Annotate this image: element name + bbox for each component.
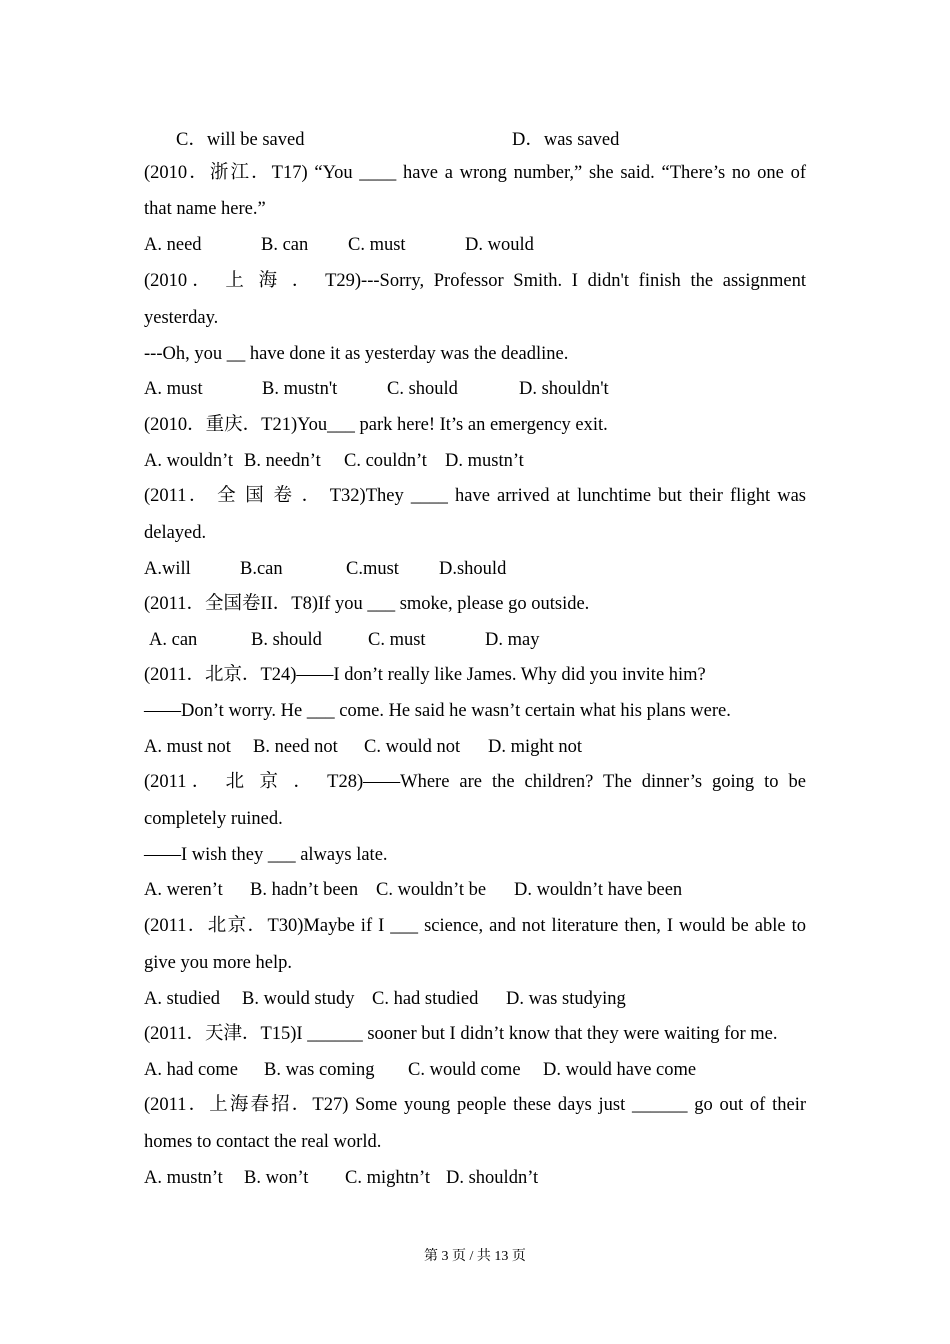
option-d: D. mustn’t: [445, 451, 524, 471]
question-stem: (2011．北京．T30)Maybe if I ___ science, and not literature then, I would be able to: [144, 916, 806, 936]
option-d: D.should: [439, 559, 507, 579]
question-stem: (2011．上海春招．T27) Some young people these days just ______ go out of their: [144, 1095, 806, 1115]
option-c: C．will be saved: [176, 130, 305, 150]
option-a: A. weren’t: [144, 880, 223, 900]
option-c: C. wouldn’t be: [376, 880, 487, 900]
option-b: B. needn’t: [244, 451, 321, 471]
page-number: 第 3 页 / 共 13 页: [424, 1249, 526, 1264]
question-stem: delayed.: [144, 523, 207, 543]
question-stem: yesterday.: [144, 308, 219, 328]
option-d: D. may: [485, 630, 540, 650]
option-a: A.will: [144, 559, 191, 579]
question-stem: completely ruined.: [144, 809, 283, 829]
option-c: C. would not: [364, 737, 461, 757]
option-a: A. mustn’t: [144, 1168, 223, 1188]
option-d: D. wouldn’t have been: [514, 880, 683, 900]
option-b: B. hadn’t been: [250, 880, 359, 900]
option-c: C. must: [368, 630, 426, 650]
option-c: C. should: [387, 379, 458, 399]
question-stem: (2010．浙江．T17) “You ____ have a wrong number,” she said. “There’s no one of: [144, 163, 806, 183]
option-c: C.must: [346, 559, 399, 579]
question-stem: homes to contact the real world.: [144, 1132, 382, 1152]
option-b: B. can: [261, 235, 309, 255]
option-b: B. mustn't: [262, 379, 338, 399]
question-stem: (2011．全国卷II．T8)If you ___ smoke, please go outside.: [144, 594, 590, 614]
question-stem: (2011．北京．T24)——I don’t really like James. Why did you invite him?: [144, 665, 706, 685]
option-a: A. studied: [144, 989, 221, 1009]
option-b: B. would study: [242, 989, 355, 1009]
option-a: A. had come: [144, 1060, 239, 1080]
question-stem: ——I wish they ___ always late.: [144, 845, 388, 865]
option-c: C. couldn’t: [344, 451, 427, 471]
option-b: B. was coming: [264, 1060, 375, 1080]
option-c: C. must: [348, 235, 406, 255]
option-c: C. mightn’t: [345, 1168, 430, 1188]
option-a: A. wouldn’t: [144, 451, 234, 471]
option-d: D. shouldn't: [519, 379, 609, 399]
option-a: A. can: [149, 630, 198, 650]
question-stem: (2010． 上 海 ． T29)---Sorry, Professor Smith. I didn't finish the assignment: [144, 271, 806, 291]
option-b: B.can: [240, 559, 283, 579]
option-d: D. was studying: [506, 989, 626, 1009]
question-stem: give you more help.: [144, 953, 292, 973]
option-d: D. might not: [488, 737, 583, 757]
option-b: B. should: [251, 630, 322, 650]
option-a: A. must not: [144, 737, 231, 757]
question-stem: (2011． 北 京 ． T28)——Where are the children? The dinner’s going to be: [144, 772, 806, 792]
question-stem: (2010．重庆．T21)You___ park here! It’s an emergency exit.: [144, 415, 608, 435]
question-stem: ---Oh, you __ have done it as yesterday was the deadline.: [144, 344, 569, 364]
question-stem: ——Don’t worry. He ___ come. He said he wasn’t certain what his plans were.: [144, 701, 731, 721]
option-d: D. shouldn’t: [446, 1168, 539, 1188]
option-b: B. won’t: [244, 1168, 309, 1188]
option-a: A. must: [144, 379, 203, 399]
question-stem: (2011． 全 国 卷 ． T32)They ____ have arrived at lunchtime but their flight was: [144, 486, 806, 506]
option-d: D．was saved: [512, 130, 620, 150]
option-d: D. would have come: [543, 1060, 697, 1080]
option-a: A. need: [144, 235, 202, 255]
option-d: D. would: [465, 235, 534, 255]
option-c: C. would come: [408, 1060, 521, 1080]
question-stem: (2011．天津．T15)I ______ sooner but I didn’t know that they were waiting for me.: [144, 1024, 778, 1044]
option-b: B. need not: [253, 737, 338, 757]
option-c: C. had studied: [372, 989, 479, 1009]
question-stem: that name here.”: [144, 199, 266, 219]
